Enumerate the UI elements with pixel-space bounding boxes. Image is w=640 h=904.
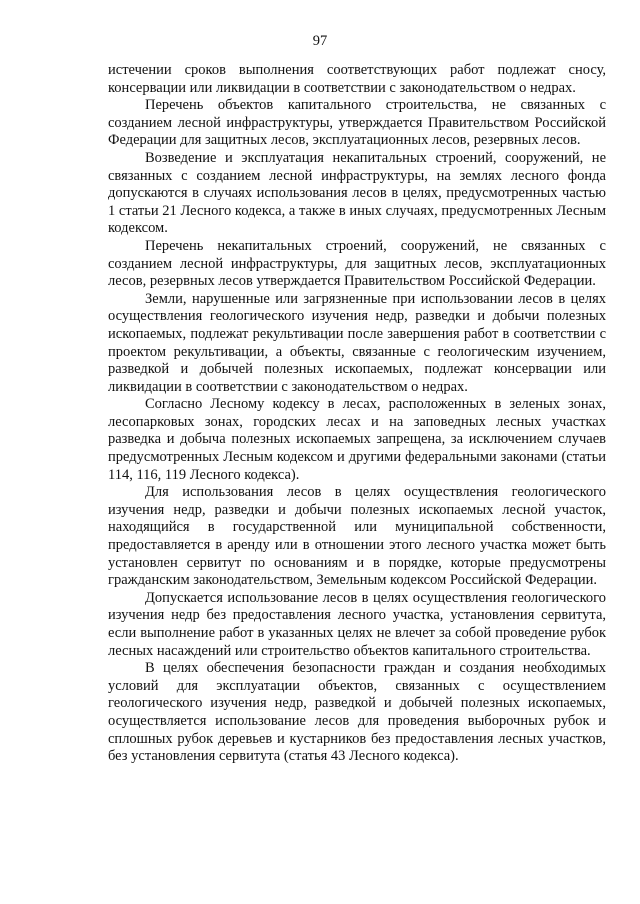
paragraph-safety-logging: В целях обеспечения безопасности граждан и создания необходимых условий для эксплуатации объектов, связанных с осуществлением геологического изучения недр, разведкой и добычей полезных ископаемых, осуществляется использование лесов для проведения выборочных рубок и сплошных рубок деревьев и кустарников без предоставления лесных участков, без установления сервитута (статья 43 Лесного кодекса).: [108, 660, 606, 765]
paragraph-non-capital-construction: Возведение и эксплуатация некапитальных строений, сооружений, не связанных с созданием лесной инфраструктуры, на землях лесного фонда допускаются в случаях использования лесов в целях, предусмотренных частью 1 статьи 21 Лесного кодекса, а также в иных случаях, предусмотренных Лесным кодексом.: [108, 149, 606, 237]
body-text: [108, 62, 606, 766]
paragraph-non-capital-objects-list: Перечень некапитальных строений, сооружений, не связанных с созданием лесной инфраструктуры, для защитных лесов, эксплуатационных лесов, резервных лесов утверждается Правительством Российской Федерации.: [108, 237, 606, 290]
page-number: 97: [312, 33, 328, 49]
paragraph-prohibited-zones: Согласно Лесному кодексу в лесах, расположенных в зеленых зонах, лесопарковых зонах, городских лесах и на заповедных лесных участках разведка и добыча полезных ископаемых запрещена, за исключением случаев предусмотренных Лесным кодексом и другими федеральными законами (статьи 114, 116, 119 Лесного кодекса).: [108, 396, 606, 483]
paragraph-continuation: истечении сроков выполнения соответствующих работ подлежат сносу, консервации или ликвидации в соответствии с законодательством о недрах.: [108, 62, 606, 96]
paragraph-land-recultivation: Земли, нарушенные или загрязненные при использовании лесов в целях осуществления геологического изучения недр, разведки и добычи полезных ископаемых, подлежат рекультивации после завершения работ в соответствии с проектом рекультивации, а объекты, связанные с геологическим изучением, разведкой и добычей полезных ископаемых, подлежат консервации или ликвидации в соответствии с законодательством о недрах.: [108, 290, 606, 395]
paragraph-capital-objects-list: Перечень объектов капитального строительства, не связанных с созданием лесной инфраструктуры, утверждается Правительством Российской Федерации для защитных лесов, эксплуатационных лесов, резервных лесов.: [108, 97, 606, 149]
paragraph-lease-servitude: Для использования лесов в целях осуществления геологического изучения недр, разведки и добычи полезных ископаемых лесной участок, находящийся в государственной или муниципальной собственности, предоставляется в аренду или в отношении этого лесного участка может быть установлен сервитут по основаниям и в порядке, которые предусмотрены гражданским законодательством, Земельным кодексом Российской Федерации.: [108, 484, 606, 589]
paragraph-use-without-plot: Допускается использование лесов в целях осуществления геологического изучения недр без предоставления лесного участка, установления сервитута, если выполнение работ в указанных целях не влечет за собой проведение рубок лесных насаждений или строительство объектов капитального строительства.: [108, 589, 606, 659]
